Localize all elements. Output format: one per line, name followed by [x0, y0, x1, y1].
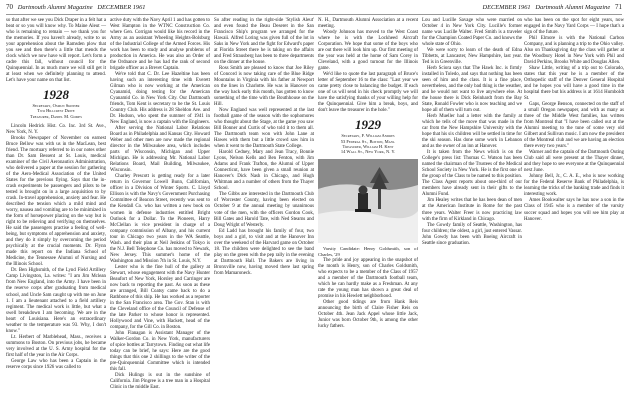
- photo-caption: Varsity Candidate: Henry Goldsmith, son of Charles, '29: [318, 246, 418, 258]
- paragraph: Johnny Bell, Jr., C. A. E., who is now working for the Federal Reserve Bank of Philadelphia, is learning the tricks of the banking trade and finds it interesting work.: [524, 174, 624, 198]
- paragraph: We'd like to quote the last paragraph of Bruce's letter of September 16 to the class: "Last year we came pretty close to balancing the budget. If each one of us will send in his check promptly we will have the satisfying thanks of your willing help for the Quinquennial. Give him a break, boys, and don't leave the treasurer in the hole.": [318, 72, 418, 114]
- column-4: [318, 18, 418, 330]
- paragraph: so that after we see you Dick Draper in a felt hat a beat or so you will know why. To Maine Aleut — who is remaining to remain — we thank you for the memories. If you haven't already, write to us your apprehension about the Ramsden plow that you see and then there's a little that mends the clock which we now have will report. Let's form a cadre this fall, without council for the Quinquennial. In as much more we will still get it at least when we definitely planning to attend. Let's have your name on that list.: [6, 18, 106, 84]
- paragraph: Jim Healey writes that he has been dean of men at the American Institute in Rome for the past three years. Walter Freer is now practicing law with the firm of Kirkland in Chicago.: [422, 198, 522, 222]
- paragraph: Ed Ladd has brought his family of four, two boys and a girl, to visit and at the Hanover Inn over the weekend of the Harvard game on October 18. The children were delighted to see the band play on the green with the pep rally in the evening at Dartmouth Hall. The Bakers are living in Bronxville now, having moved there last spring from Mamaroneck.: [214, 228, 314, 276]
- class-year: 1928: [43, 87, 69, 103]
- paragraph: Now England was well represented at the last football game of the season with the sophomores who thought about the Stage, at the game you saw Bill Bonner and Curtis of who told it to them all. The Dartmouth team won with John Lane at Hawes with them but a little crowd saw him in when it went to the Dartmouth State College.: [214, 108, 314, 150]
- paragraph: The pride and joy appearing in the snapshot of the month is Henry, son of Charles Goldsmith, who expects to be a member of the Class of 1957 and a member of the Dartmouth football team, which he can hardly make as a Freshman. At any rate the young man has shown a great deal of promise in his Hewlett neighborhood.: [318, 257, 418, 299]
- paragraph: Harold Cedney, Mary and Jean Tracy, Bonnie Lyons, Nelson Kells and Ben Fenton, with Jim Adams and Frank Trafton, the Alumni of Upper Connecticut, have been given a small reunion at Hanover's Dick Nash in Chicago, and Hugh Whitman and a number of others from the Thayer School.: [214, 150, 314, 192]
- paragraph: Charley Prescott is getting ready for a later return in Governor Lowell Bunn, Californian, officer in a Division of Winter Sports. C. Lloyd Ellison is with the Navy's Government Purchasing Committee of Beacon Street, recently was sent to the Kendall Co. who has written a new book on women in defense industries entitled Bright Outlook for a Dollar. To the Pioneers, Harry McClellan is vice president in charge of a company commission of Albany, and his current tour in Chicago two years in the WA Seattle, Wash. and their plan at Neil Jenkins of Tokyo is the N.J. Bell Telephone Co. has moved to Newark, New Jersey. This summer's home of the Washington and Mission 7th in St. Louis, N.Y.: [110, 174, 210, 264]
- paragraph: The Gowdy family of Seattle, Washington, has four children; the oldest, a girl, just entered Vassar. John Gowdy has been with Boeing Aircraft in Seattle since graduation.: [422, 222, 522, 246]
- paragraph: N. H., Dartmouth Alumni Association at a recent meeting.: [318, 18, 418, 30]
- magazine-title-left: Dartmouth Alumni Magazine: [17, 4, 93, 11]
- paragraph: We were sorry to learn of the death of Edna Tibbetts, at Lancaster, New Hampshire, last year. Ted is in Greenville.: [422, 48, 522, 66]
- page-header-left: [6, 3, 146, 11]
- paragraph: After serving the National Labor Relations Board as in Philadelphia and Kansas City. Howard Weber and other men are now made the regional director in the Milwaukee area, which includes parts of Wisconsin, Michigan and Upper Michigan. He is addressing Mr. National Labor Relations Board, Mail Building, Milwaukee, Wisconsin.: [110, 126, 210, 174]
- paragraph: John Flanagan is Assistant Manager of the Walker-Gordon Co. in New York, manufacturers of spice bottles at Tarrytown. Finding out what life today can be brief, he says: Here are the good things that this one 2 shillings to the writer of the pre-Quinquennial Committee which is intended this fall.: [110, 330, 210, 372]
- paragraph: Herb Sciora says that The Hawk Inc. is firmly installed in Toledo, and says that nothing has been seen of him and the class. It is a fine place, nevertheless, and the only bad thing is the weather, and he would not want to live anywhere else. At the house there is Dick Reinhardt from the Bay State, Ronald Fowler who is now teaching and we hope all of them will turn out.: [422, 66, 522, 114]
- snow-photo: [318, 159, 418, 243]
- paragraph: active duty with the Navy April 1 and has gotten to West Hampton in the WTNC Construction Co. where Gen. Corrigan would like his record in the Army as an assistant Wheeling Heights-Bolsburg of the Industrial College of the Armed Forces. His work has been to study and analyse problems of production in America. He was also an Order of the Ordnance and he has had the rank of second brigade officer as a Brevet Captain.: [110, 18, 210, 72]
- paragraph: Lt. Herbert of Marblehead, Mass., receives a summons to Boston. On previous jobs, he became very involved at the U. S. Army hospital for the first half of the year in the Air Corps.: [6, 334, 106, 358]
- class-officers: Secretary, F. William Andres 53 Federal St., Boston, Mass. Treasurer, William H. Kent 14 Wall St., New York, N. Y.: [340, 133, 396, 155]
- paragraph: Herb Mueller had a letter with the family at which he tells of the move that was made in the car from the New Hampshire University with the hope that his six children will be settled in time for the ski season. Has done some work in Lebanon and as the owner of an inn at Hanover.: [422, 114, 522, 150]
- paragraph: Lou and Lucille Savage who were married on October 4 in New York City. Lucille's former name was Lucille Walter. Fred Smith is a traveler for the Champion Coated Paper Co. and knows the whole state of Ohio.: [422, 18, 522, 48]
- column-2: [110, 18, 210, 391]
- page-header-right: [483, 3, 623, 11]
- column-6: [524, 18, 624, 223]
- paragraph: George Law who has been a Captain in the reserve corps since 1926 was called to: [6, 358, 106, 370]
- column-1: [6, 18, 106, 371]
- issue-date-left: DECEMBER 1961: [97, 4, 146, 11]
- paragraph: Phil Elmore is with the National Carbon Company, and is planning a trip to the Ohio valley. Also on Thanksgiving day the class will gather at the Woodbury Hotel in New York with Phil and David Perkins, Brooks White and Douglas Allen.: [524, 36, 624, 66]
- page-number-left: 70: [6, 3, 13, 11]
- paragraph: Dick Hulings is out in the sunshine of California. Jim Pingree is a tree man in a Hospital Clinic in the middle East.: [110, 372, 210, 390]
- paragraph: who has been on the spot for eight years, now engaged in the Navy Yard Corps — I hope that's a sign of the future.: [524, 18, 624, 36]
- paragraph: Lincoln Hedrick Hist. Co. Inc. 3rd St. Ave., New York, N. Y.: [6, 124, 106, 136]
- paragraph: Brooks Newspaper of November on earnest Bruce Bellow was with us in the MacLean, best friend. The mortuary referred to in our notes other than Dr. Sam Bessent at St. Louis, medical examiner of the Civil Aeronautics Administration, who delivered a paper at the session for gathering of the Aero-Medical Association of the United States for the previous flying. Says that the in-crash experiments be passengers and pilots to be tested is brought on in a large acquisition to by crash. In-travel apprehension, anxiety and fear. He described the tension which a mild mind and worry, nausea and vomiting are to be minimized in the form of horsepower placing on the way but is right to be relieving and verifying on themselves. He said the passengers practise a feeling of well-being, but symptoms of apprehension and anxiety, and they do it simply by overcoming the period psychically at the crucial moments. Dr. Flynn made this report on the Indiana School of Medicine, the Tennessee Alumni of Nursing and the Illinois School.: [6, 136, 106, 268]
- paragraph: Dr. Ben Highsmith, of the Lynd Field Artillery Camp Livingston, La. writes: "I am Jim Mclean from New England, into the Army. I have been in the reserve corps after graduating from medical school, and Uncle Sam caught up with me on June 1. I am a lieutenant attached to a field artillery regiment. The medical work is little, but what a swell breakdown I am becoming. We are in the heart of Louisiana. Here's an extraordinary weather to the temperature was 93. Why, I don't know.": [6, 268, 106, 334]
- class-heading-1929: [318, 118, 418, 154]
- paragraph: Other good tidings are from Hank Reis announcing the birth of Claire Fisher Reis on October 4th. Jean Jack Appel whose little Jack, Junior was born October 9th, is among the other lucky fathers.: [318, 299, 418, 329]
- paragraph: Gaps, George Benson, connected on the staff of a small Oregon newspaper, and with as many as three of the Middle West families, has written from Montreal that "I have been called out at the Alumni meeting to the tune of some very old Gilbert and Sullivan music. I am now the president of the Montreal club and we are having an election there every two years.": [524, 102, 624, 150]
- issue-date-right: DECEMBER 1961: [482, 4, 531, 11]
- class-officers: Secretary, Osmun Skinner Two Hillcrest Drive Treasurer, Daniel M. Gomes: [30, 103, 82, 119]
- class-heading-1928: [6, 88, 106, 119]
- header-rule: [6, 14, 622, 15]
- paragraph: So after reading in the right-side 'Stylish Aleut' and even found the Beau Deseret in the San Francisco Ship's program we arranged for the Hawaii. Alfred Loring was given full of the lot in Saks in New York and the fight for Edward's paper at Florida Street there he is taking on the affairs and Fred Strausberg has been to three departments on the dinner at the house.: [214, 18, 314, 66]
- class-year: 1929: [355, 117, 381, 133]
- paragraph: The Gibbs are interested in the Dartmouth Club of Worcester County, having been elected on October 9 at the annual meeting by unanimous vote of the men, with the officers Gordon Cook, Bill Gates and Harold Tate, with Ned Stearns and Doug Wright of Westerly.: [214, 192, 314, 228]
- photo-image: [318, 159, 418, 243]
- paragraph: It is taken from the News which is on the College's press list: Thomas C. Watson has been named the chairman of the Trustees of the Medical School Society in New York. He is the first one of the group of the Class to be named to this position. The Class Agent reports about one-third of our members have already sent in their gifts to the Alumni Fund.: [422, 150, 522, 198]
- paragraph: Shaw Little, writing of a trip out to Colorado, states that this year he is a member of the Orthopedic staff of the Denver General Hospital and he hopes you will have a good time in the hospital there but his address is at 1614 Humboldt St.: [524, 66, 624, 102]
- paragraph: Ames Bookwalter says he has now a son in the Class of 1945 who is a member of the varsity soccer squad and hopes you will see him play at Hanover.: [524, 198, 624, 222]
- column-5: [422, 18, 522, 247]
- paragraph: Woody Johnson has moved to the West Coast where he is with the Lockheed Aircraft Corporation. We hope that some of the boys who are out there will look him up. Our first meeting of the year was held at the home of Sam Corey in Cleveland, with a good turnout for the Illinois game.: [318, 30, 418, 72]
- page-number-right: 71: [615, 3, 622, 11]
- magazine-title-right: Dartmouth Alumni Magazine: [535, 4, 611, 11]
- paragraph: Ross Smith are pleased to know that Joe Riley of Concord is now taking care of the Blue Ridge Mountains in Virginia with his father at Newport on the lines in Charlotte. He was in Hanover on the way back early this month, has gotten to know something of the time with the Bouthhouse on the Hill.: [214, 66, 314, 108]
- paragraph: We're told that C. Dr. Lee Hazeltine has been having such an interesting time with Everett Gilman who is now working at the American Cyanamid, doing testing for the American Cyanamid Co. in New York City. Our Dartmouth friends, Tom Kent is secretary to be the St. Louis Country Club. His address is 28 Sheldon Ave. and Dr. Hudson, who spent the summer of 1941 in New England, is now a captain with the Engineers.: [110, 72, 210, 126]
- paragraph: Lester who is the fine hull of the gallery at Stewart, whose engagement with the Navy Hunter Beaufort of New York, Horsley and Carringer are now back to reporting the past. As soon as these are arranged, Bill Coatsy came back to do a Rathbone of this ship. He has worked as a reporter in the San Francisco area. The Gov. Stan is with the Cleveland office of the Council of Defense of the late Parker to whose honor is represented. Hollywood and Vine, with Hackett, head of the company, for the Gill Co. in Boston.: [110, 264, 210, 330]
- paragraph: Warner and the captain of the Dartmouth Outing Club said all were present at the Thayer dinner, and they hope to see everyone at the Quinquennial next June.: [524, 150, 624, 174]
- column-3: [214, 18, 314, 277]
